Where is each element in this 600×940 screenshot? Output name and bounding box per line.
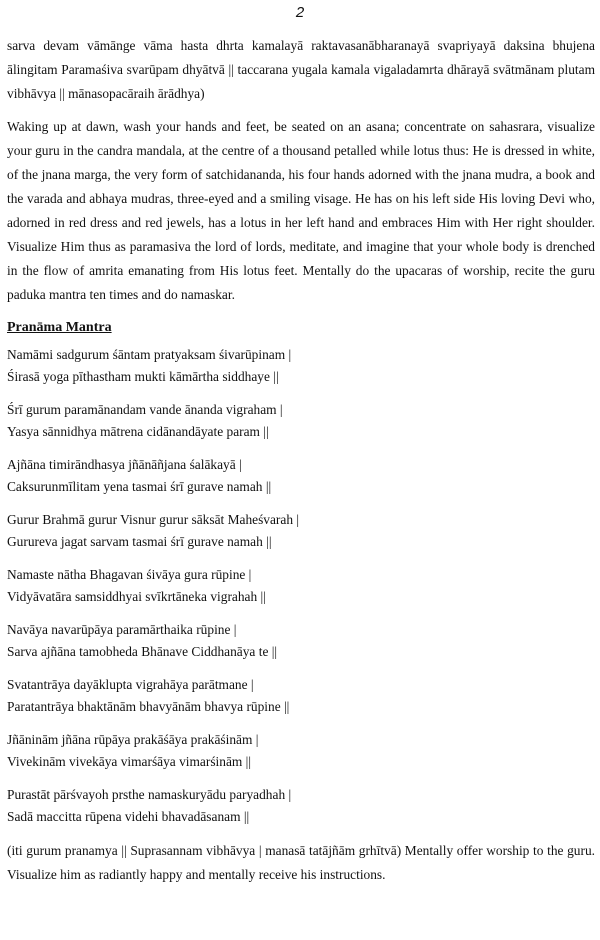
verse-line: Namaste nātha Bhagavan śivāya gura rūpine | — [7, 567, 252, 582]
verse-line: Vivekinām vivekāya vimarśāya vimarśinām || — [7, 754, 252, 769]
verse-line: Śirasā yoga pīthastham mukti kāmārtha siddhaye || — [7, 369, 279, 384]
verse-line: Ajñāna timirāndhasya jñānāñjana śalākayā | — [7, 457, 242, 472]
verse-line: Namāmi sadgurum śāntam pratyaksam śivarūpinam | — [7, 347, 292, 362]
verse-line: Caksurunmīlitam yena tasmai śrī gurave namah || — [7, 479, 272, 494]
closing-paragraph: (iti gurum pranamya || Suprasannam vibhāvya | manasā tatājñām grhītvā) Mentally offer worship to the guru. Visualize him as radiantly happy and mentally receive his instructions. — [7, 843, 595, 882]
instruction-paragraph: Waking up at dawn, wash your hands and feet, be seated on an asana; concentrate on sahasrara, visualize your guru in the candra mandala, at the centre of a thousand petalled while lotus thus: He is dressed in white, of the jnana marga, the very form of satchidananda, his four hands adorned with the jnana mudra, a book and the varada and abhaya mudras, three-eyed and a smiling visage. He has on his left side His loving Devi who, adorned in red dress and red jewels, has a lotus in her left hand and embraces Him with Her right shoulder. Visualize Him thus as paramasiva the lord of lords, meditate, and imagine that your whole body is drenched in the flow of amrita emanating from His lotus feet. Mentally do the upacaras of worship, recite the guru paduka mantra ten times and do namaskar. — [7, 119, 595, 302]
verse-6 — [7, 619, 595, 663]
page-number: 2 — [295, 4, 305, 21]
verse-line: Purastāt pārśvayoh prsthe namaskuryādu paryadhah | — [7, 787, 292, 802]
verse-line: Vidyāvatāra samsiddhyai svīkrtāneka vigrahah || — [7, 589, 266, 604]
verse-line: Navāya navarūpāya paramārthaika rūpine | — [7, 622, 237, 637]
verse-9 — [7, 784, 595, 828]
verse-line: Sadā maccitta rūpena videhi bhavadāsanam || — [7, 809, 250, 824]
section-title: Pranāma Mantra — [7, 320, 112, 335]
verse-2 — [7, 399, 595, 443]
verse-5 — [7, 564, 595, 608]
verse-line: Paratantrāya bhaktānām bhavyānām bhavya rūpine || — [7, 699, 290, 714]
verse-line: Svatantrāya dayāklupta vigrahāya parātmane | — [7, 677, 254, 692]
verse-8 — [7, 729, 595, 773]
verse-line: Sarva ajñāna tamobheda Bhānave Ciddhanāya te || — [7, 644, 278, 659]
verse-1 — [7, 344, 595, 388]
intro-paragraph: sarva devam vāmānge vāma hasta dhrta kamalayā raktavasanābharanayā svapriyayā daksina bhujena ālingitam Paramaśiva svarūpam dhyātvā || taccarana yugala kamala vigaladamrta dhārayā svātmānam plutam vibhāvya || mānasopacāraih ārādhya) — [7, 38, 595, 101]
verse-4 — [7, 509, 595, 553]
verse-7 — [7, 674, 595, 718]
verse-line: Śrī gurum paramānandam vande ānanda vigraham | — [7, 402, 283, 417]
verse-line: Gurureva jagat sarvam tasmai śrī gurave namah || — [7, 534, 272, 549]
verse-line: Gurur Brahmā gurur Visnur gurur sāksāt Maheśvarah | — [7, 512, 300, 527]
verse-line: Yasya sānnidhya mātrena cidānandāyate param || — [7, 424, 269, 439]
page-content — [7, 34, 595, 896]
verse-3 — [7, 454, 595, 498]
verse-line: Jñāninām jñāna rūpāya prakāśāya prakāśinām | — [7, 732, 259, 747]
